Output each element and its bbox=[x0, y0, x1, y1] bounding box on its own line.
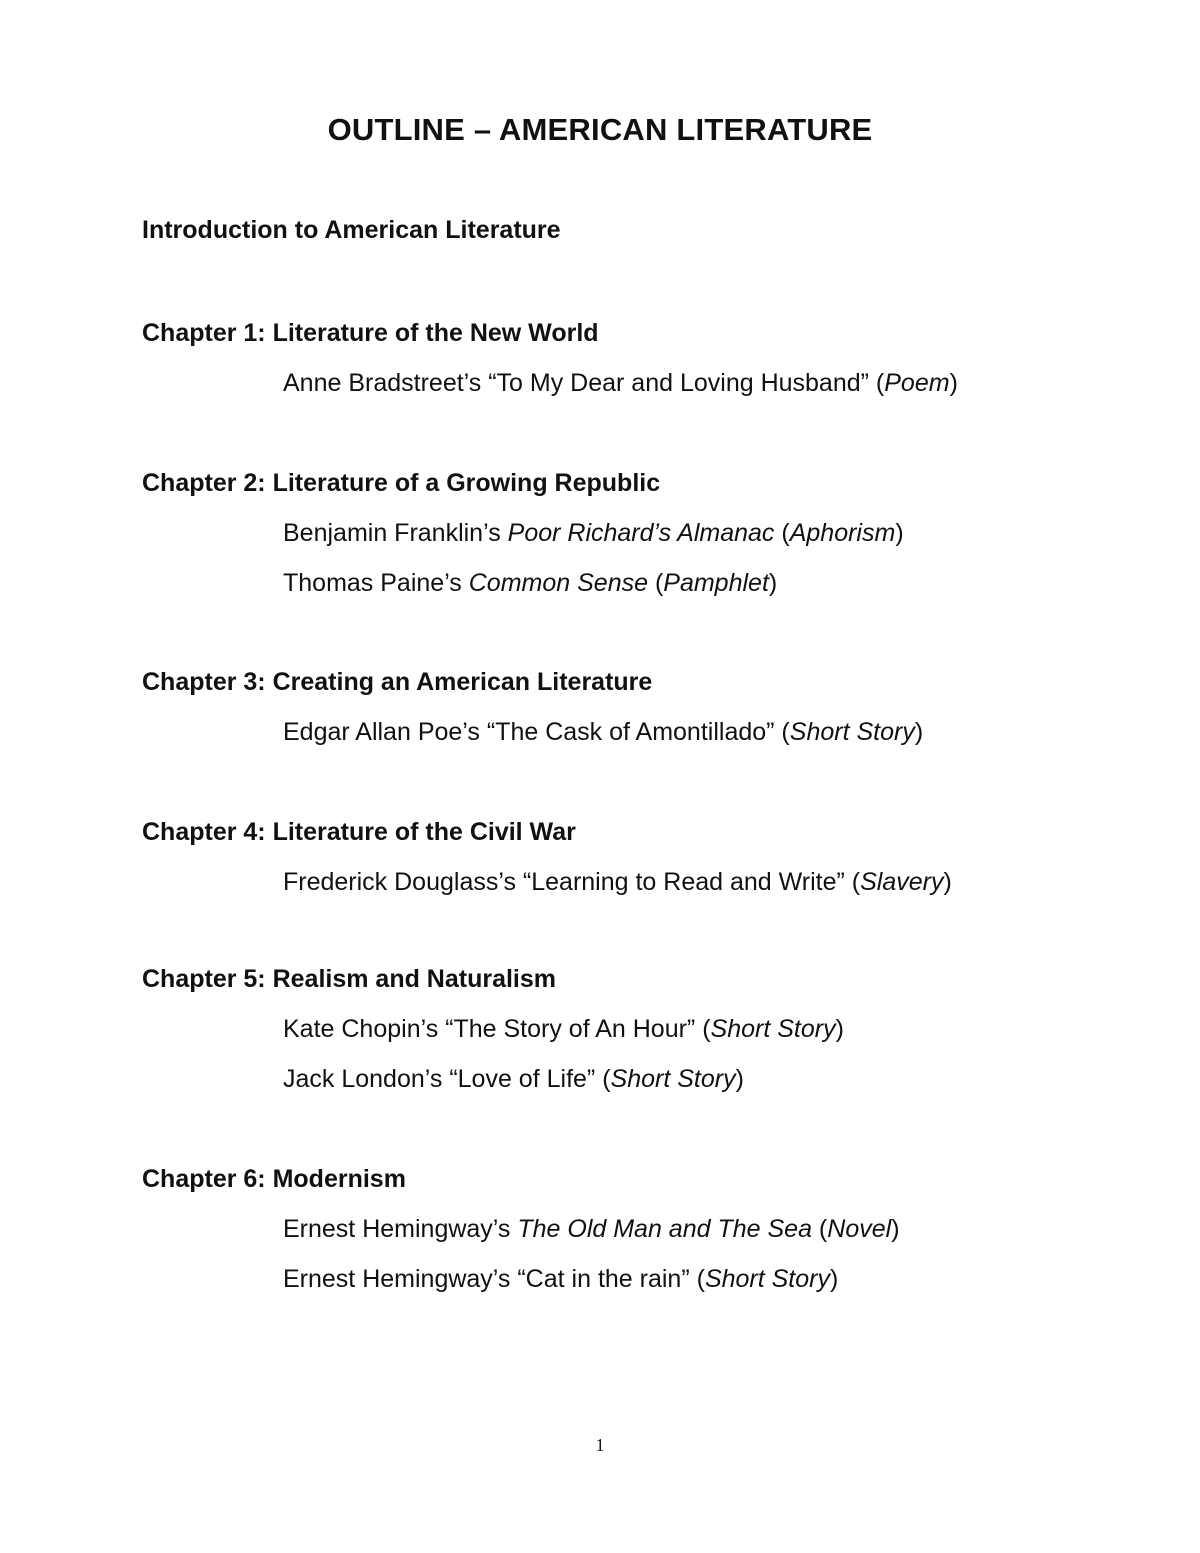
chapter-heading: Chapter 3: Creating an American Literature bbox=[142, 668, 653, 696]
chapter-heading: Chapter 2: Literature of a Growing Republic bbox=[142, 469, 661, 497]
chapter-heading: Chapter 5: Realism and Naturalism bbox=[142, 965, 557, 993]
chapter-block bbox=[142, 815, 1142, 915]
work-title: “The Cask of Amontillado” bbox=[486, 718, 775, 746]
chapter-heading: Chapter 4: Literature of the Civil War bbox=[142, 818, 576, 846]
work-title: Poor Richard’s Almanac bbox=[507, 519, 775, 547]
work-author: Edgar Allan Poe’s bbox=[283, 718, 487, 746]
work-author: Benjamin Franklin’s bbox=[283, 519, 508, 547]
chapter-block bbox=[142, 665, 1142, 765]
page-number: 1 bbox=[595, 1435, 605, 1455]
work-author: Anne Bradstreet’s bbox=[283, 369, 489, 397]
work-entry: Thomas Paine’s Common Sense (Pamphlet) bbox=[283, 569, 778, 597]
work-genre: Slavery bbox=[860, 868, 944, 896]
work-genre: Poem bbox=[884, 369, 950, 397]
work-genre: Short Story bbox=[710, 1015, 836, 1043]
work-genre: Novel bbox=[827, 1215, 892, 1243]
work-genre: Pamphlet bbox=[663, 569, 769, 597]
introduction-heading: Introduction to American Literature bbox=[142, 216, 561, 244]
work-genre: Aphorism bbox=[789, 519, 896, 547]
chapter-heading: Chapter 1: Literature of the New World bbox=[142, 319, 599, 347]
work-entry: Edgar Allan Poe’s “The Cask of Amontillado” (Short Story) bbox=[283, 718, 924, 746]
work-author: Frederick Douglass’s bbox=[283, 868, 523, 896]
work-author: Ernest Hemingway’s bbox=[283, 1215, 518, 1243]
work-entry: Kate Chopin’s “The Story of An Hour” (Short Story) bbox=[283, 1015, 844, 1043]
work-title: “The Story of An Hour” bbox=[445, 1015, 696, 1043]
work-genre: Short Story bbox=[610, 1065, 736, 1093]
chapter-block bbox=[142, 316, 1142, 416]
page-title: OUTLINE – AMERICAN LITERATURE bbox=[327, 112, 873, 147]
work-genre: Short Story bbox=[704, 1265, 830, 1293]
work-title: Common Sense bbox=[468, 569, 648, 597]
work-author: Ernest Hemingway’s bbox=[283, 1265, 518, 1293]
work-entry: Anne Bradstreet’s “To My Dear and Loving Husband” (Poem) bbox=[283, 369, 958, 397]
work-title: “Cat in the rain” bbox=[517, 1265, 690, 1293]
work-title: “To My Dear and Loving Husband” bbox=[488, 369, 869, 397]
work-entry: Jack London’s “Love of Life” (Short Story) bbox=[283, 1065, 744, 1093]
work-author: Jack London’s bbox=[283, 1065, 450, 1093]
work-entry: Benjamin Franklin’s Poor Richard’s Almanac (Aphorism) bbox=[283, 519, 904, 547]
work-entry: Ernest Hemingway’s The Old Man and The Sea (Novel) bbox=[283, 1215, 900, 1243]
work-title: “Learning to Read and Write” bbox=[522, 868, 845, 896]
work-entry: Ernest Hemingway’s “Cat in the rain” (Short Story) bbox=[283, 1265, 839, 1293]
chapter-block bbox=[142, 1162, 1142, 1312]
chapter-block bbox=[142, 962, 1142, 1112]
chapter-heading: Chapter 6: Modernism bbox=[142, 1165, 406, 1193]
work-entry: Frederick Douglass’s “Learning to Read and Write” (Slavery) bbox=[283, 868, 952, 896]
work-title: The Old Man and The Sea bbox=[517, 1215, 812, 1243]
work-title: “Love of Life” bbox=[449, 1065, 596, 1093]
chapter-block bbox=[142, 466, 1142, 616]
work-author: Kate Chopin’s bbox=[283, 1015, 446, 1043]
work-genre: Short Story bbox=[789, 718, 915, 746]
work-author: Thomas Paine’s bbox=[283, 569, 469, 597]
